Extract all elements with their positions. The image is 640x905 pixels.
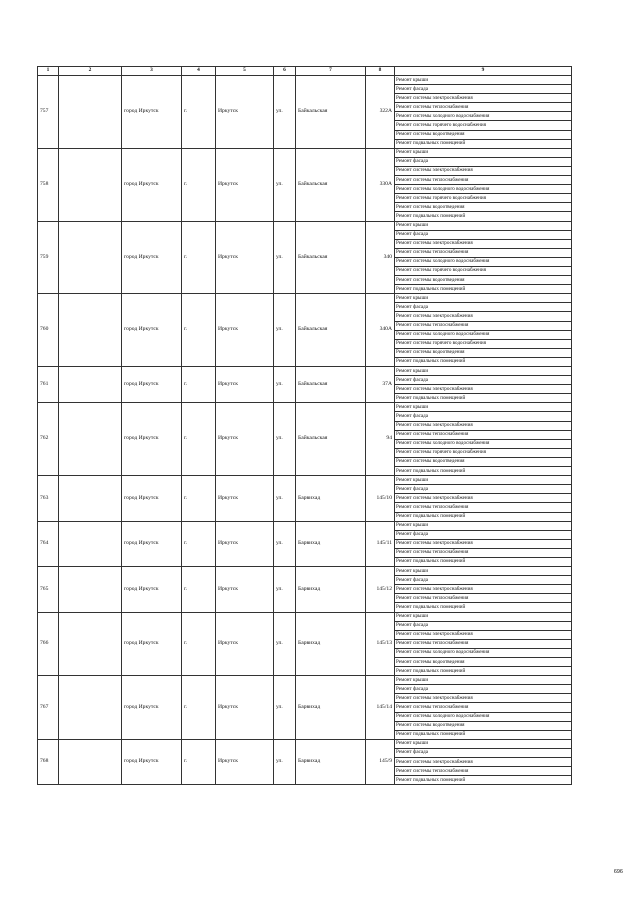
column-2-cell [59,739,122,784]
work-item: Ремонт крыши [395,676,572,685]
work-item: Ремонт крыши [395,476,572,485]
city-cell: город Иркутск [122,567,182,612]
header-cell: 5 [216,67,274,76]
settlement-cell: Иркутск [216,739,274,784]
street-cell: Барвихад [296,476,366,521]
house-number-cell: 322А [366,76,395,149]
row-number: 763 [38,476,59,521]
work-item: Ремонт фасада [395,748,572,757]
row-number: 766 [38,612,59,676]
column-2-cell [59,367,122,403]
work-item: Ремонт системы теплоснабжения [395,103,572,112]
works-table [37,66,572,785]
work-item: Ремонт подвальных помещений [395,667,572,676]
work-item: Ремонт подвальных помещений [395,557,572,566]
work-item: Ремонт системы теплоснабжения [395,176,572,185]
work-item: Ремонт фасада [395,376,572,385]
house-number-cell: 340 [366,221,395,294]
header-cell: 8 [366,67,395,76]
work-item: Ремонт подвальных помещений [395,139,572,148]
table-row [38,676,572,685]
street-cell: Байкальская [296,76,366,149]
work-item: Ремонт системы электроснабжения [395,94,572,103]
street-cell: Байкальская [296,403,366,476]
work-item: Ремонт системы холодного водоснабжения [395,439,572,448]
work-item: Ремонт системы водоотведения [395,721,572,730]
settlement-type-cell: г. [182,521,216,566]
work-item: Ремонт фасада [395,621,572,630]
street-type-cell: ул. [274,476,296,521]
work-item: Ремонт подвальных помещений [395,730,572,739]
settlement-type-cell: г. [182,612,216,676]
work-item: Ремонт крыши [395,148,572,157]
street-type-cell: ул. [274,221,296,294]
street-cell: Барвихад [296,676,366,740]
column-2-cell [59,221,122,294]
work-item: Ремонт системы холодного водоснабжения [395,112,572,121]
house-number-cell: 145/9 [366,739,395,784]
work-item: Ремонт системы водоотведения [395,130,572,139]
work-item: Ремонт подвальных помещений [395,357,572,366]
work-item: Ремонт системы электроснабжения [395,385,572,394]
street-cell: Барвихад [296,521,366,566]
work-item: Ремонт фасада [395,685,572,694]
row-number: 767 [38,676,59,740]
column-2-cell [59,676,122,740]
street-type-cell: ул. [274,76,296,149]
work-item: Ремонт подвальных помещений [395,285,572,294]
city-cell: город Иркутск [122,76,182,149]
work-item: Ремонт системы горячего водоснабжения [395,339,572,348]
work-item: Ремонт подвальных помещений [395,512,572,521]
street-type-cell: ул. [274,367,296,403]
work-item: Ремонт системы теплоснабжения [395,548,572,557]
work-item: Ремонт крыши [395,367,572,376]
work-item: Ремонт фасада [395,412,572,421]
settlement-type-cell: г. [182,476,216,521]
work-item: Ремонт системы электроснабжения [395,312,572,321]
column-2-cell [59,294,122,367]
table-row [38,148,572,157]
table-row [38,367,572,376]
street-cell: Байкальская [296,294,366,367]
work-item: Ремонт системы холодного водоснабжения [395,648,572,657]
street-type-cell: ул. [274,403,296,476]
street-cell: Байкальская [296,148,366,221]
city-cell: город Иркутск [122,148,182,221]
work-item: Ремонт фасада [395,230,572,239]
work-item: Ремонт системы электроснабжения [395,630,572,639]
house-number-cell: 330А [366,148,395,221]
city-cell: город Иркутск [122,403,182,476]
street-type-cell: ул. [274,294,296,367]
city-cell: город Иркутск [122,367,182,403]
settlement-cell: Иркутск [216,676,274,740]
house-number-cell: 340А [366,294,395,367]
settlement-cell: Иркутск [216,294,274,367]
work-item: Ремонт фасада [395,85,572,94]
header-cell: 4 [182,67,216,76]
settlement-type-cell: г. [182,567,216,612]
work-item: Ремонт фасада [395,303,572,312]
work-item: Ремонт системы холодного водоснабжения [395,185,572,194]
street-cell: Байкальская [296,221,366,294]
work-item: Ремонт системы теплоснабжения [395,703,572,712]
header-cell: 2 [59,67,122,76]
street-type-cell: ул. [274,612,296,676]
settlement-type-cell: г. [182,294,216,367]
settlement-cell: Иркутск [216,367,274,403]
work-item: Ремонт системы водоотведения [395,348,572,357]
table-row [38,476,572,485]
settlement-cell: Иркутск [216,403,274,476]
work-item: Ремонт системы водоотведения [395,658,572,667]
street-cell: Байкальская [296,367,366,403]
settlement-type-cell: г. [182,148,216,221]
street-type-cell: ул. [274,567,296,612]
settlement-cell: Иркутск [216,76,274,149]
work-item: Ремонт системы холодного водоснабжения [395,257,572,266]
work-item: Ремонт крыши [395,612,572,621]
work-item: Ремонт системы электроснабжения [395,239,572,248]
column-2-cell [59,476,122,521]
column-2-cell [59,612,122,676]
row-number: 759 [38,221,59,294]
work-item: Ремонт системы водоотведения [395,457,572,466]
work-item: Ремонт системы теплоснабжения [395,503,572,512]
street-type-cell: ул. [274,148,296,221]
city-cell: город Иркутск [122,612,182,676]
work-item: Ремонт фасада [395,530,572,539]
table-body [38,76,572,785]
city-cell: город Иркутск [122,294,182,367]
city-cell: город Иркутск [122,221,182,294]
table-row [38,567,572,576]
row-number: 764 [38,521,59,566]
row-number: 768 [38,739,59,784]
work-item: Ремонт системы водоотведения [395,276,572,285]
work-item: Ремонт крыши [395,403,572,412]
city-cell: город Иркутск [122,739,182,784]
house-number-cell: 145/14 [366,676,395,740]
house-number-cell: 145/11 [366,521,395,566]
work-item: Ремонт системы горячего водоснабжения [395,266,572,275]
table-row [38,403,572,412]
header-row [38,67,572,76]
header-cell: 7 [296,67,366,76]
work-item: Ремонт фасада [395,576,572,585]
work-item: Ремонт системы электроснабжения [395,494,572,503]
table-row [38,612,572,621]
column-2-cell [59,403,122,476]
work-item: Ремонт системы горячего водоснабжения [395,448,572,457]
work-item: Ремонт крыши [395,739,572,748]
header-cell: 3 [122,67,182,76]
table-row [38,76,572,85]
work-item: Ремонт системы теплоснабжения [395,248,572,257]
work-item: Ремонт крыши [395,76,572,85]
street-cell: Барвихад [296,567,366,612]
settlement-type-cell: г. [182,367,216,403]
work-item: Ремонт системы теплоснабжения [395,767,572,776]
settlement-cell: Иркутск [216,521,274,566]
column-2-cell [59,567,122,612]
work-item: Ремонт фасада [395,485,572,494]
work-item: Ремонт системы электроснабжения [395,758,572,767]
settlement-cell: Иркутск [216,567,274,612]
work-item: Ремонт системы холодного водоснабжения [395,712,572,721]
work-item: Ремонт системы электроснабжения [395,585,572,594]
settlement-cell: Иркутск [216,148,274,221]
row-number: 761 [38,367,59,403]
row-number: 762 [38,403,59,476]
column-2-cell [59,76,122,149]
work-item: Ремонт системы горячего водоснабжения [395,121,572,130]
work-item: Ремонт системы электроснабжения [395,694,572,703]
street-type-cell: ул. [274,676,296,740]
house-number-cell: 37А [366,367,395,403]
work-item: Ремонт системы теплоснабжения [395,639,572,648]
settlement-type-cell: г. [182,739,216,784]
column-2-cell [59,148,122,221]
work-item: Ремонт крыши [395,521,572,530]
settlement-cell: Иркутск [216,612,274,676]
street-cell: Барвихад [296,739,366,784]
work-item: Ремонт системы теплоснабжения [395,321,572,330]
table-row [38,739,572,748]
work-item: Ремонт системы теплоснабжения [395,430,572,439]
work-item: Ремонт системы электроснабжения [395,539,572,548]
city-cell: город Иркутск [122,676,182,740]
settlement-cell: Иркутск [216,221,274,294]
row-number: 757 [38,76,59,149]
work-item: Ремонт системы горячего водоснабжения [395,194,572,203]
work-item: Ремонт системы водоотведения [395,203,572,212]
row-number: 760 [38,294,59,367]
page-number: 696 [613,869,623,875]
house-number-cell: 94 [366,403,395,476]
header-cell: 6 [274,67,296,76]
settlement-type-cell: г. [182,676,216,740]
settlement-type-cell: г. [182,403,216,476]
work-item: Ремонт подвальных помещений [395,467,572,476]
work-item: Ремонт системы холодного водоснабжения [395,330,572,339]
house-number-cell: 145/13 [366,612,395,676]
work-item: Ремонт системы электроснабжения [395,166,572,175]
house-number-cell: 145/12 [366,567,395,612]
table-row [38,521,572,530]
table-row [38,221,572,230]
row-number: 758 [38,148,59,221]
header-cell: 9 [395,67,572,76]
city-cell: город Иркутск [122,476,182,521]
table-row [38,294,572,303]
header-cell: 1 [38,67,59,76]
row-number: 765 [38,567,59,612]
work-item: Ремонт крыши [395,294,572,303]
work-item: Ремонт подвальных помещений [395,394,572,403]
city-cell: город Иркутск [122,521,182,566]
house-number-cell: 145/10 [366,476,395,521]
work-item: Ремонт подвальных помещений [395,212,572,221]
work-item: Ремонт подвальных помещений [395,603,572,612]
work-item: Ремонт фасада [395,157,572,166]
street-type-cell: ул. [274,521,296,566]
street-cell: Барвихад [296,612,366,676]
settlement-cell: Иркутск [216,476,274,521]
column-2-cell [59,521,122,566]
work-item: Ремонт системы электроснабжения [395,421,572,430]
settlement-type-cell: г. [182,76,216,149]
work-item: Ремонт подвальных помещений [395,776,572,785]
street-type-cell: ул. [274,739,296,784]
work-item: Ремонт крыши [395,567,572,576]
settlement-type-cell: г. [182,221,216,294]
work-item: Ремонт системы теплоснабжения [395,594,572,603]
work-item: Ремонт крыши [395,221,572,230]
